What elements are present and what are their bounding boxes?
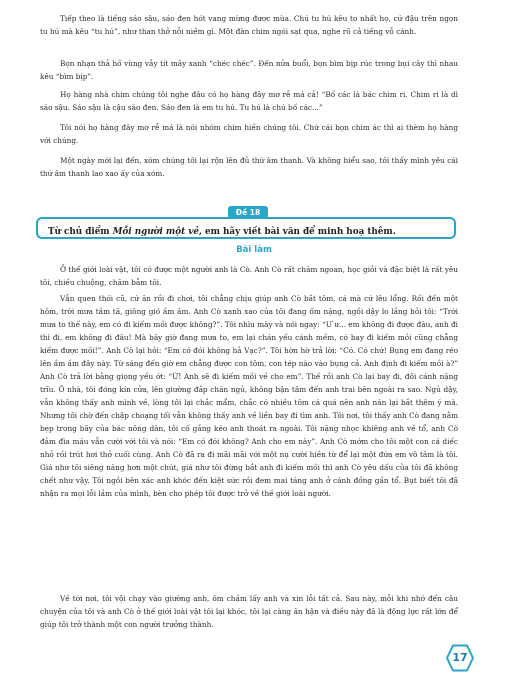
task-box [36, 217, 456, 239]
essay-paragraph-2: Vẫn quen thói cũ, cứ ăn rồi đi chơi, tôi chẳng chịu giúp anh Cò bắt tôm, cá mà cứ lêu lổng. Rồi đến một hôm, trời mưa tầm tã, giông gió ầm ầm. Anh Cò xanh xao của tôi đang ốm nặng, ngồi dậy lo lắng hỏi tôi: “Trời mưa to thế này, em có đi kiếm mồi được không?”. Tôi nhìu mày và nói ngay: “Ư ư... em không đi được đâu, anh đi thì đi, em không đi đâu! Mà bây giờ đang mưa to, em lại chán yếu cánh mềm, có bay đi kiếm mồi cũng chẳng kiếm được mồi!”. Anh Cò lại hỏi: “Em có đói không hả Vạc?”. Tôi hờn hờ trả lời: “Có. Có chứ! Bụng em đang réo lên ầm ầm đây này. Từ sáng đến giờ em chẳng được con tôm, con tép nào vào bụng cả. Anh định đi kiếm mồi à?” Anh Cò trả lời bằng giọng yếu ớt: “Ừ! Anh sẽ đi kiếm mồi về cho em”. Thế rồi anh Cò lại bay đi, đôi cánh nặng trĩu. Ô nhà, tôi đóng kín cửa, lên giường đắp chăn ngủ, không bận tâm đến anh trai bên ngoài ra sao. Ngủ dậy, vẫn không thấy anh mình về, lòng tôi lại chắc mẩm, chắc có nhiều tôm cá quá nên anh nán lại bắt thêm ý mà. Nhưng tôi chờ đến chập choạng tối vẫn không thấy anh về liền bay đi tìm anh. Tôi nơi, tôi thấy anh Cò đang nằm bẹp trong bãy của bác nông dân, tôi cố gắng kéo anh thoát ra ngoài. Tôi nặng nhọc khiêng anh về tổ, anh Cò đảm đìa máu vẫn cười với tôi và nói: “Em có đói không? Anh cho em này”. Anh Cò mớm cho tôi một con cá diếc nhỏ rồi trút hơi thở cuối cùng. Anh Cò đã ra đi mãi mãi với một nụ cười hiền từ để lại một đứa em vô tâm là tôi. Giá như tôi siêng năng hơn một chút, giá như tôi đừng bắt anh đi kiếm mồi thì anh Cò yêu dấu của tôi đã không chết như vậy. Tôi ngồi bên xác anh khóc đến kiệt sức rồi đem mai táng anh ở cánh đồng gần tổ. Bụt biết tôi đã nhận ra mọi lỗi lầm của mình, bèn cho phép tôi được trở về thế giới loài người. [40, 294, 459, 498]
page-number: 17 [452, 651, 468, 664]
story-paragraph-5: Một ngày mới lại đến, xóm chúng tôi lại rộn lên đủ thứ âm thanh. Và không hiểu sao, tôi thấy mình yêu cái thứ âm thanh lao xao ấy của xóm. [40, 156, 458, 178]
page-number-badge [446, 644, 474, 672]
essay-paragraph-1: Ở thế giới loài vật, tôi có được một người anh là Cò. Anh Cò rất chăm ngoan, học giỏi và đặc biệt là rất yêu tôi, chiều chuộng, chăm bẵm tôi. [40, 265, 458, 287]
story-paragraph-4: Tôi nói họ hàng đây mơ rễ má là nói nhóm chim hiền chúng tôi. Chứ cái bọn chim ác thì ai thèm họ hàng với chúng. [40, 123, 458, 145]
task-topic: Mỗi người một vẻ [112, 227, 199, 237]
story-paragraph-3: Họ hàng nhà chim chúng tôi nghe đâu có họ hàng đây mơ rễ má cả! “Bố các là bác chim ri. Chim ri là dì sáo sậu. Sáo sậu là cậu sáo đen. Sáo đen là em tu hú. Tu hú là chú bố các...” [40, 90, 458, 112]
answer-heading: Bài làm [236, 245, 272, 255]
story-paragraph-2: Bọn nhạn thả hồ vùng vẫy tít mây xanh “chéc chéc”. Đến nửa buổi, bọn bìm bịp rúc trong bụi cây thì nhau kêu “bìm bịp”. [40, 59, 458, 81]
section-tag: Đề 18 [228, 206, 268, 219]
story-paragraph-1: Tiếp theo là tiếng sáo sậu, sáo đen hót vang mừng được mùa. Chú tu hú kêu to nhất họ, cứ đậu trên ngọn tu hú mà kêu “tu hú”, như than thở nỗi niềm gì. Một đàn chim ngói sạt qua, nghe rõ cả tiếng vỗ cánh. [40, 14, 458, 36]
essay-paragraph-3: Về tới nơi, tôi vội chạy vào giường anh, ôm chầm lấy anh và xin lỗi tất cả. Sau này, mỗi khi nhớ đến câu chuyện của tôi và anh Cò ở thế giới loài vật tôi lại khóc, tôi lại càng ân hận và điều này đã là động lực rất lớn để giúp tôi trở thành một con người trưởng thành. [40, 594, 458, 629]
task-prompt [48, 227, 396, 237]
task-prefix: Từ chủ điểm [48, 227, 113, 237]
task-suffix: , em hãy viết bài văn để minh hoạ thêm. [198, 227, 396, 237]
